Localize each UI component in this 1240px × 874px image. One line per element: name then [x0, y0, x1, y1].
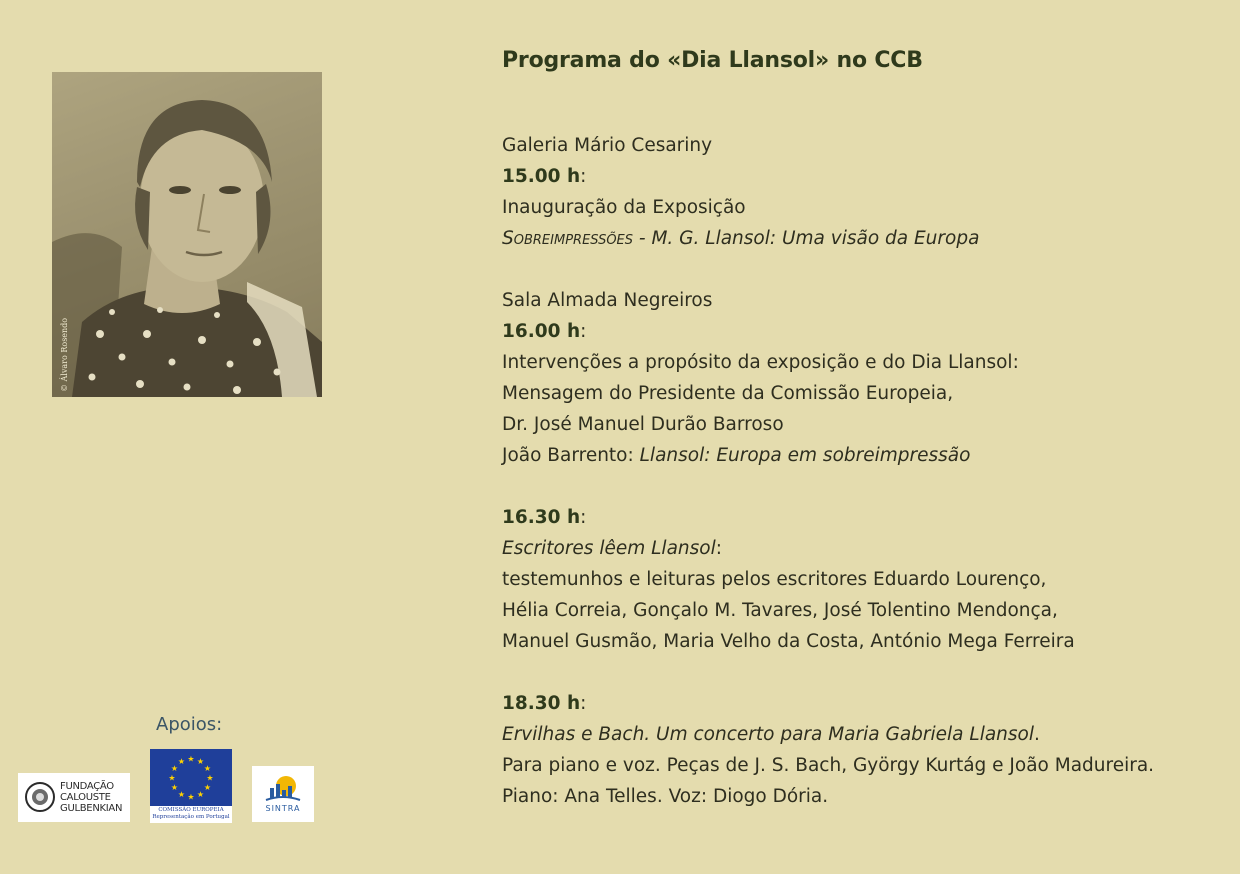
- venue-sala-almada: Sala Almada Negreiros: [502, 290, 713, 311]
- event-barrento: [502, 440, 1202, 471]
- supporters-label: Apoios:: [156, 714, 223, 735]
- talk-title: Llansol: Europa em sobreimpressão: [639, 445, 971, 466]
- eu-flag-icon: [150, 749, 232, 806]
- eu-star-icon: ★: [187, 792, 195, 802]
- time-label: 16.00 h: [502, 321, 581, 342]
- event-intervencoes: Intervenções a propósito da exposição e do Dia Llansol:: [502, 352, 1019, 373]
- gulbenkian-emblem-icon: [22, 773, 62, 822]
- program-title: Programa do «Dia Llansol» no CCB: [502, 48, 923, 73]
- event-escritores: Escritores lêem Llansol:: [502, 538, 722, 559]
- event-barroso: Dr. José Manuel Durão Barroso: [502, 414, 784, 435]
- sintra-emblem-icon: [252, 766, 314, 806]
- event-inauguracao: Inauguração da Exposição: [502, 197, 746, 218]
- eu-star-icon: ★: [168, 773, 176, 783]
- time-1600: 16.00 h:: [502, 321, 587, 342]
- eu-star-icon: ★: [203, 764, 212, 773]
- eu-caption: [150, 807, 232, 821]
- venue-galeria: Galeria Mário Cesariny: [502, 135, 713, 156]
- eu-star-icon: ★: [170, 783, 179, 792]
- eu-star-icon: ★: [170, 764, 179, 773]
- sintra-wordmark: SINTRA: [265, 804, 301, 813]
- concert-title: Ervilhas e Bach. Um concerto para Maria Gabriela Llansol: [502, 724, 1034, 745]
- concert-program: Para piano e voz. Peças de J. S. Bach, György Kurtág e João Madureira.: [502, 755, 1155, 776]
- exhibition-subtitle: - M. G. Llansol: Uma visão da Europa: [633, 228, 980, 249]
- program-content: [502, 44, 1202, 812]
- eu-stars-icon: [150, 749, 232, 806]
- eu-caption-line-2: Representação em Portugal: [152, 814, 230, 820]
- eu-star-icon: ★: [177, 757, 186, 766]
- writers-line-3: Manuel Gusmão, Maria Velho da Costa, António Mega Ferreira: [502, 631, 1075, 652]
- eu-caption-line-1: COMISSÃO EUROPEIA: [158, 807, 224, 813]
- exhibition-name: Sobreimpressões: [502, 228, 634, 249]
- gulbenkian-line-2: CALOUSTE: [60, 792, 111, 803]
- european-commission-logo: [150, 749, 232, 823]
- time-label: 18.30 h: [502, 693, 581, 714]
- eu-star-icon: ★: [203, 783, 212, 792]
- portrait-photo: [52, 72, 322, 397]
- eu-star-icon: ★: [187, 754, 195, 764]
- gulbenkian-logo: [18, 773, 130, 822]
- sintra-logo: [252, 766, 314, 822]
- exhibition-title: [502, 223, 1202, 254]
- time-1500: 15.00 h:: [502, 166, 587, 187]
- time-label: 16.30 h: [502, 507, 581, 528]
- event-concert: Ervilhas e Bach. Um concerto para Maria Gabriela Llansol.: [502, 724, 1040, 745]
- writers-line-2: Hélia Correia, Gonçalo M. Tavares, José Tolentino Mendonça,: [502, 600, 1058, 621]
- event-mensagem: Mensagem do Presidente da Comissão Europeia,: [502, 383, 954, 404]
- writers-line-1: testemunhos e leituras pelos escritores Eduardo Lourenço,: [502, 569, 1047, 590]
- eu-star-icon: ★: [196, 790, 205, 799]
- time-1630: 16.30 h:: [502, 507, 587, 528]
- eu-star-icon: ★: [196, 757, 205, 766]
- gulbenkian-line-1: FUNDAÇÃO: [60, 781, 114, 792]
- concert-performers: Piano: Ana Telles. Voz: Diogo Dória.: [502, 786, 829, 807]
- eu-star-icon: ★: [206, 773, 214, 783]
- speaker-name: João Barrento:: [502, 445, 640, 466]
- gulbenkian-wordmark: [60, 781, 122, 814]
- gulbenkian-line-3: GULBENKIAN: [60, 803, 123, 814]
- time-1830: 18.30 h:: [502, 693, 587, 714]
- time-label: 15.00 h: [502, 166, 581, 187]
- eu-star-icon: ★: [177, 790, 186, 799]
- photo-credit: © Álvaro Rosendo: [60, 317, 69, 392]
- portrait-illustration: [52, 72, 322, 397]
- event-escritores-title: Escritores lêem Llansol: [502, 538, 716, 559]
